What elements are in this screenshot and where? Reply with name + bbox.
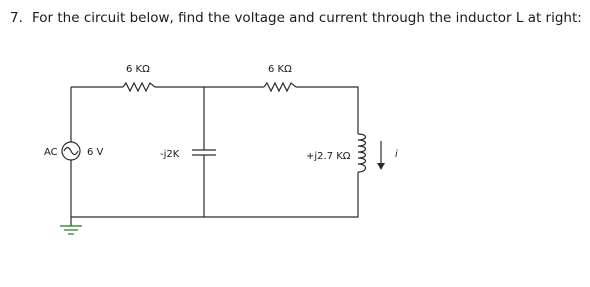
current-arrow-icon — [377, 141, 385, 170]
inductor-label: +j2.7 KΩ — [306, 151, 351, 162]
capacitor-label: -j2K — [160, 149, 180, 160]
ac-source-symbol — [62, 142, 80, 160]
current-label: i — [395, 149, 398, 160]
ground-symbol — [60, 226, 82, 234]
capacitor — [192, 150, 216, 155]
source-value-label: 6 V — [87, 147, 104, 158]
resistor-2-label: 6 KΩ — [268, 64, 292, 75]
source-type-label: AC — [44, 147, 58, 158]
resistor-1-label: 6 KΩ — [126, 64, 150, 75]
resistor-1-zigzag — [123, 83, 155, 91]
question-number: 7. — [10, 10, 23, 26]
question-text: For the circuit below, find the voltage and current through the inductor L at right: — [32, 10, 582, 26]
inductor-coil — [358, 134, 366, 172]
resistor-2-zigzag — [264, 83, 296, 91]
